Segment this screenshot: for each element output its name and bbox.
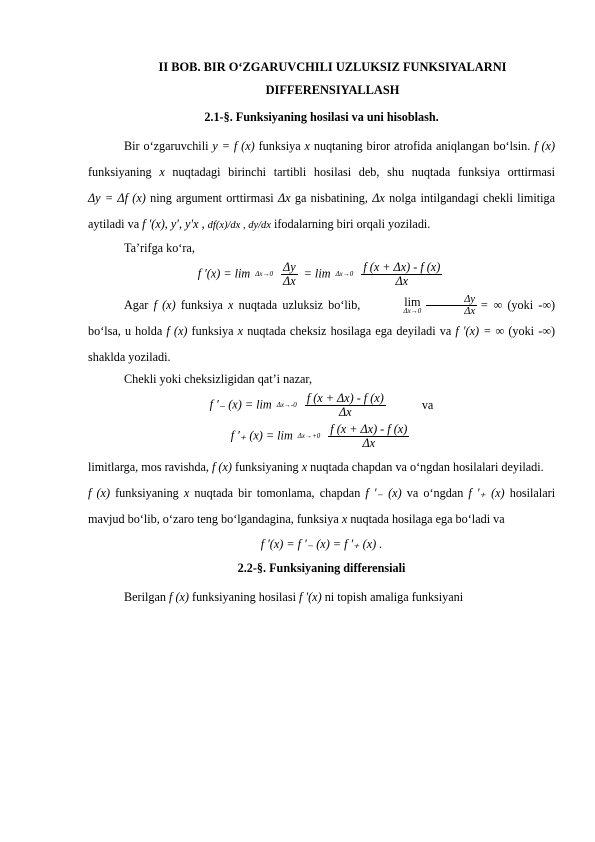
paragraph-by-definition: Ta’rifga ko‘ra, xyxy=(124,240,195,255)
math-fx: f (x) xyxy=(534,138,556,153)
math-limit-infinity: lim Δx→0 $\frac{\Delta y}{\Delta x}$ = ∞ xyxy=(403,293,503,318)
formula-derivative-limit: f ′(x) = lim Δx→0 $\frac{\Delta y}{\Delta x}$ = lim Δx→0 $\frac{f (x + \Delta x) - f (x)}{\Delta x}$ xyxy=(197,259,441,289)
math-fx: f (x) xyxy=(169,590,189,605)
math-delta-x: Δx xyxy=(372,190,385,205)
paragraph-derivative-existence: f (x) funksiyaning x nuqtada bir tomonlama, chapdan f ′₋ (x) va o‘ngdan f ′₊ (x) hosilalari mavjud bo‘lib, o‘zaro teng bo‘lgandagina, funksiya x nuqtada hosilaga ega bo‘ladi va xyxy=(88,485,556,526)
section-title-2-2: 2.2-§. Funksiyaning differensiali xyxy=(237,561,406,576)
section-title-2-1: 2.1-§. Funksiyaning hosilasi va uni hisoblash. xyxy=(204,110,439,124)
math-fx: f (x) xyxy=(166,323,188,338)
math-fx: f (x) xyxy=(153,297,176,312)
math-x: x xyxy=(159,164,165,179)
math-x: x xyxy=(228,297,234,312)
math-derivative-notations: f ′(x), y′, y′x , xyxy=(142,216,205,231)
paragraph-one-sided-names: limitlarga, mos ravishda, f (x) funksiyaning x nuqtada chapdan va o‘ngdan hosilalari deyiladi. xyxy=(88,459,544,474)
formula-left-derivative: f ′₋ (x) = lim Δx→-0 $\frac{f (x + \Delta x) - f (x)}{\Delta x}$ va xyxy=(209,390,434,420)
math-x: x xyxy=(341,511,348,526)
fraction-difference-quotient: $\frac{f (x + \Delta x) - f (x)}{\Delta x}$ xyxy=(363,259,441,289)
math-fx: f (x) xyxy=(212,459,232,474)
math-fx: f (x) xyxy=(88,485,111,500)
math-delta-x: Δx xyxy=(277,190,291,205)
math-y-eq-fx: y = f (x) xyxy=(212,138,255,153)
math-left-derivative: f ′₋ (x) xyxy=(365,485,402,500)
chapter-title-line2: DIFFERENSIYALLASH xyxy=(265,83,400,97)
math-x: x xyxy=(304,138,310,153)
math-f-prime-infinity: f ′(x) = ∞ xyxy=(455,323,505,338)
math-delta-y: Δy = Δf (x) xyxy=(88,190,146,205)
math-derivative-fractions: df(x)/dx , dy/dx xyxy=(207,219,271,231)
chapter-title-line1: II BOB. BIR O‘ZGARUVCHILI UZLUKSIZ FUNKSIYALARNI xyxy=(158,60,507,74)
fraction-dy-dx: $\frac{\Delta y}{\Delta x}$ xyxy=(283,259,296,289)
paragraph-derivative-definition: Bir o‘zgaruvchili y = f (x) funksiya x nuqtaning biror atrofida aniqlangan bo‘lsin. f (x) funksiyaning x nuqtadagi birinchi tartibli hosilasi deb, shu nuqtada funksiya orttirmasi Δy = Δf (x) ning argument orttirmasi Δx ga nisbatining, Δx nolga intilgandagi chekli limitiga aytiladi va f ′(x), y′, y′x , df(x)/dx , dy/dx ifodalarning biri orqali yoziladi. xyxy=(88,138,556,231)
paragraph-differential-intro: Berilgan f (x) funksiyaning hosilasi f ′(x) ni topish amaliga funksiyani xyxy=(124,590,464,605)
math-f-prime: f ′(x) xyxy=(299,590,322,605)
formula-right-derivative: f ′₊ (x) = lim Δx→+0 $\frac{f (x + \Delta x) - f (x)}{\Delta x}$ xyxy=(230,421,408,451)
paragraph-infinite-derivative: Agar f (x) funksiya x nuqtada uzluksiz bo‘lib, lim Δx→0 $\frac{\Delta y}{\Delta x}$ = ∞ (yoki -∞) bo‘lsa, u holda f (x) funksiya x nuqtada cheksiz hosilaga ega deyiladi va f ′(x) = ∞ (yoki -∞) shaklda yoziladi. xyxy=(88,293,556,364)
math-x: x xyxy=(183,485,190,500)
chapter-title xyxy=(88,56,555,102)
math-x: x xyxy=(237,323,244,338)
math-right-derivative: f ′₊ (x) xyxy=(468,485,505,500)
math-x: x xyxy=(301,459,308,474)
formula-equal-derivatives: f ′(x) = f ′₋ (x) = f ′₊ (x) . xyxy=(260,536,383,551)
paragraph-one-sided-intro: Chekli yoki cheksizligidan qat’i nazar, xyxy=(124,371,313,386)
